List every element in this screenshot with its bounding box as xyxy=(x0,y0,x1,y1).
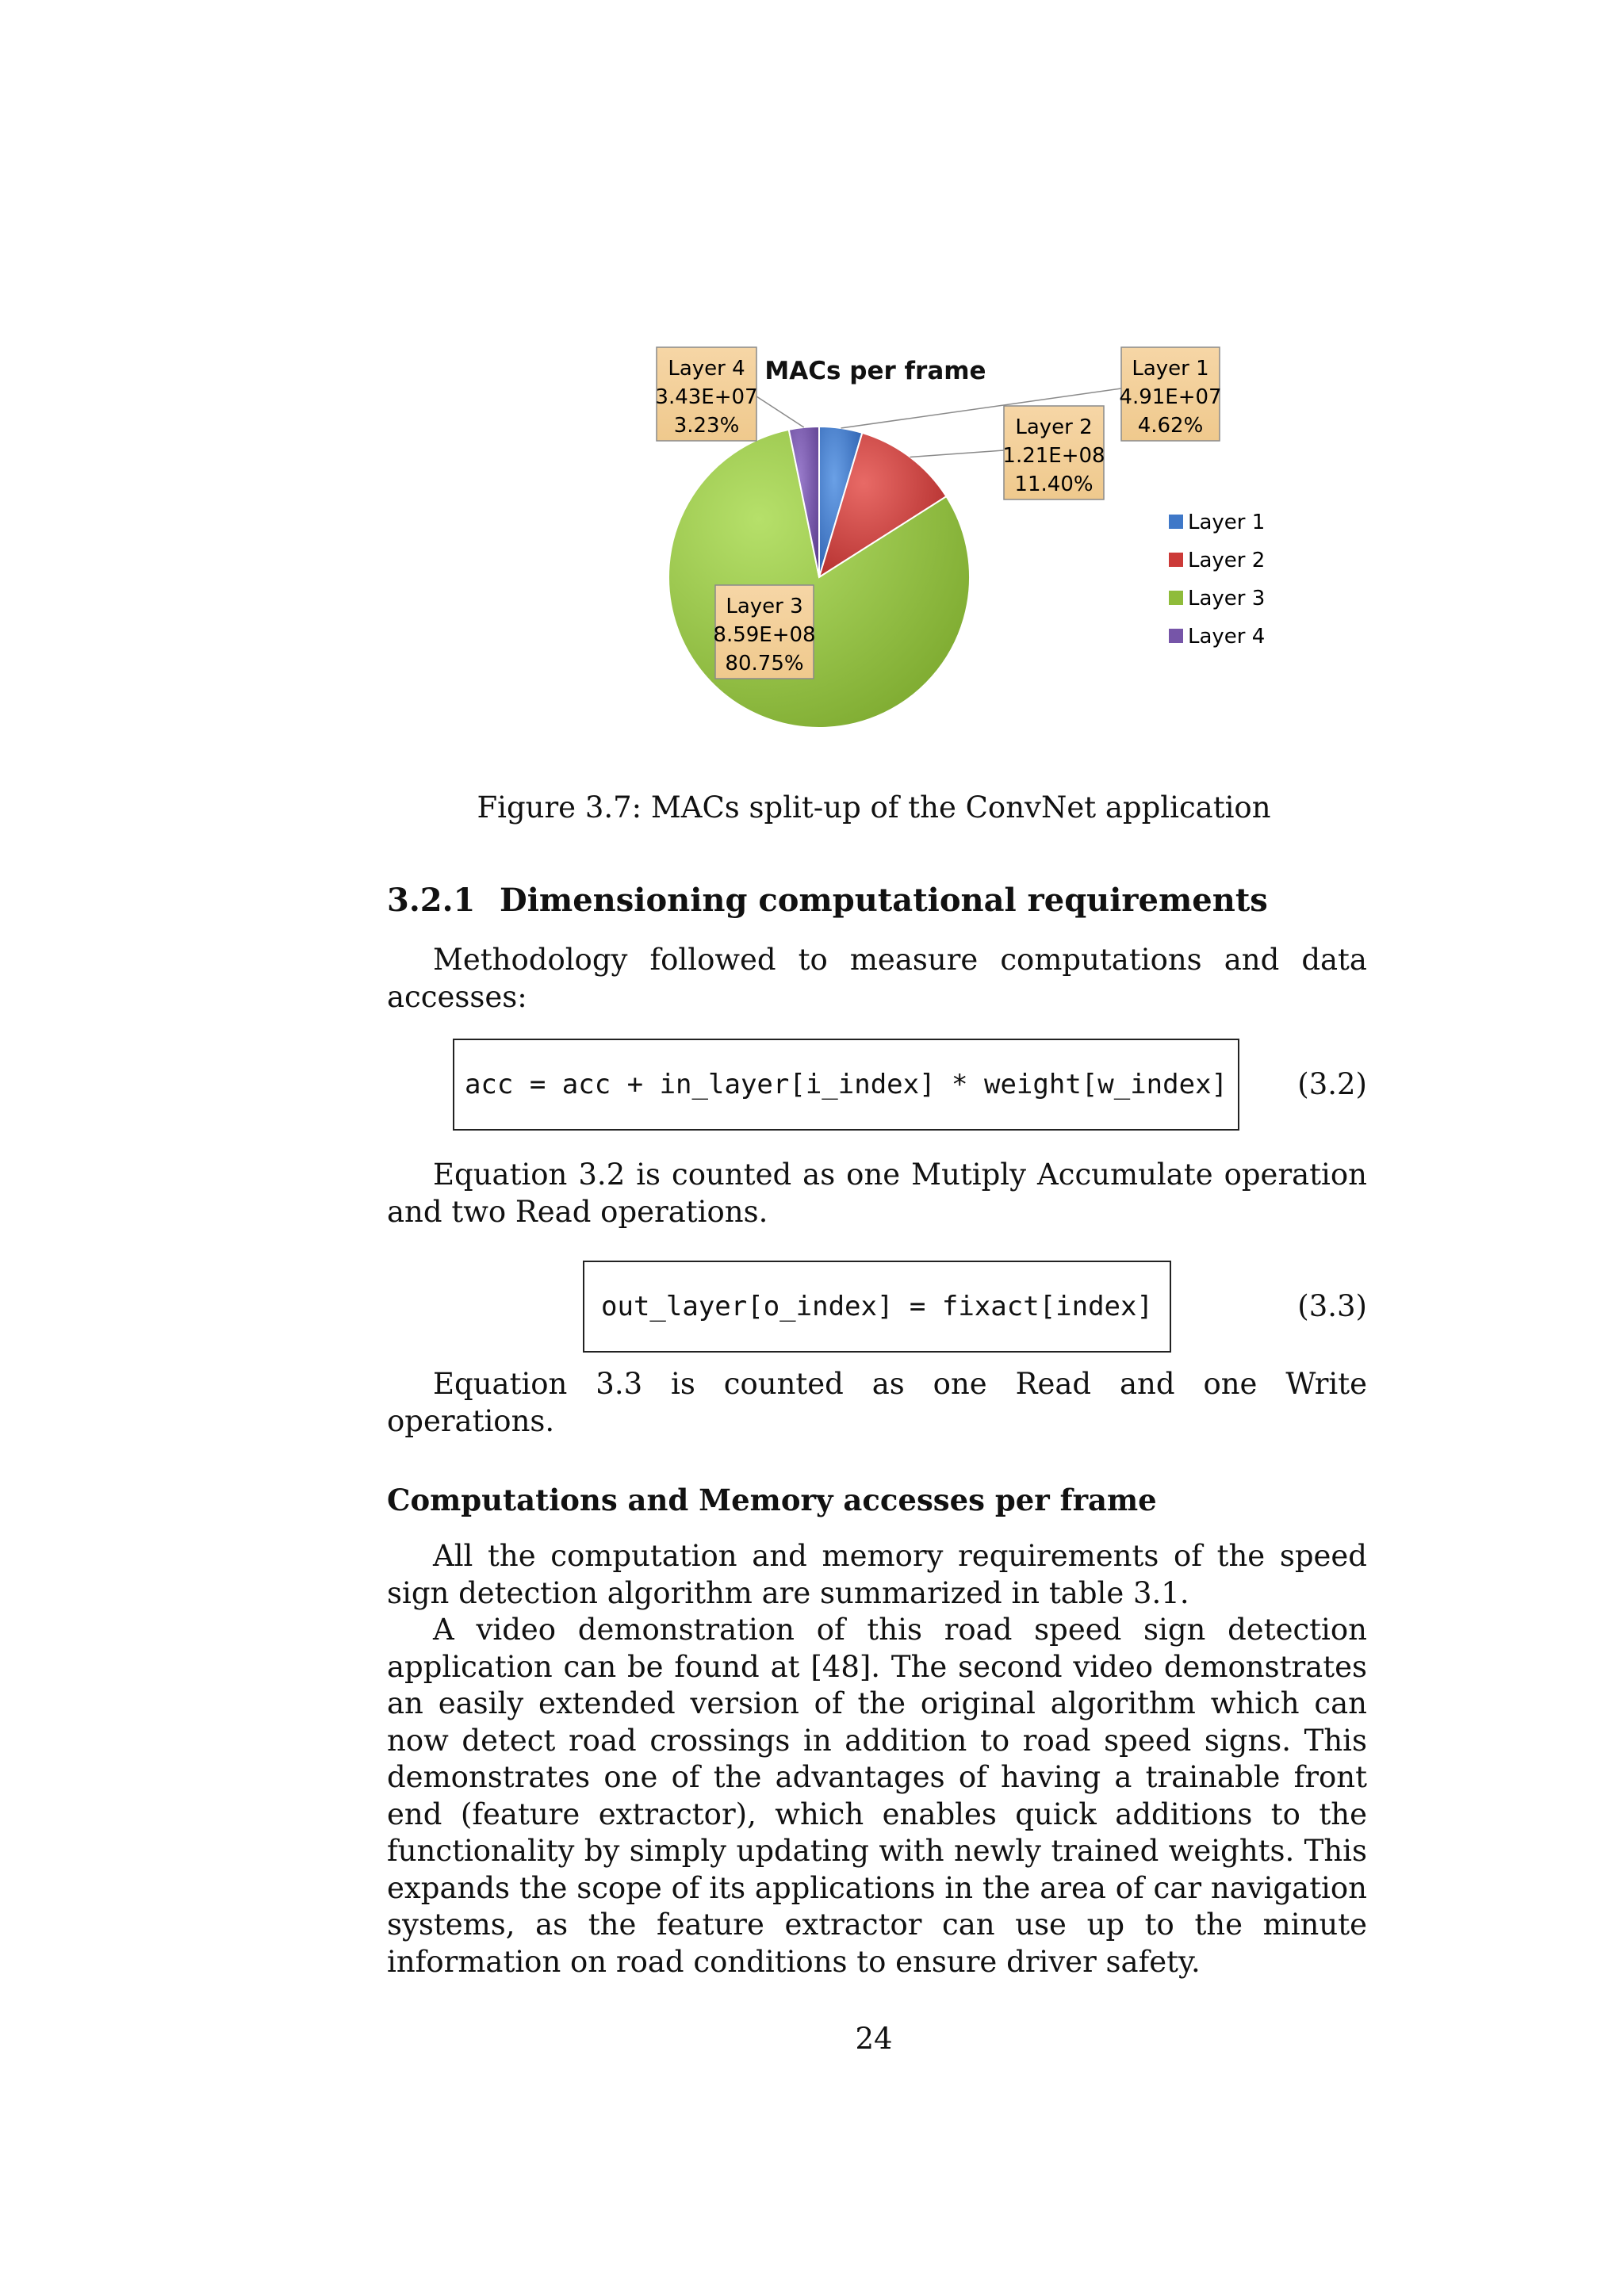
legend-label-layer-1: Layer 1 xyxy=(1188,511,1266,534)
equation-3-2-box: acc = acc + in_layer[i_index] * weight[w_index] xyxy=(453,1039,1239,1131)
legend-item-layer-2 xyxy=(1169,549,1265,572)
equation-3-3-description: Equation 3.3 is counted as one Read and one Write operations. xyxy=(387,1367,1367,1438)
section-heading xyxy=(387,882,1268,919)
data-label-layer-4-name: Layer 4 xyxy=(668,357,745,381)
legend-label-layer-4: Layer 4 xyxy=(1188,625,1266,649)
chart-legend xyxy=(1169,511,1265,649)
legend-swatch-layer-1 xyxy=(1169,515,1183,529)
data-label-layer-1-name: Layer 1 xyxy=(1132,357,1209,381)
equation-3-3-number: (3.3) xyxy=(1297,1289,1367,1323)
legend-item-layer-4 xyxy=(1169,625,1265,649)
data-label-layer-4 xyxy=(655,347,757,441)
data-label-layer-1-percent: 4.62% xyxy=(1137,414,1204,438)
legend-label-layer-3: Layer 3 xyxy=(1188,587,1266,610)
data-label-layer-4-percent: 3.23% xyxy=(673,414,740,438)
section-number: 3.2.1 xyxy=(387,882,476,919)
legend-swatch-layer-3 xyxy=(1169,591,1183,605)
chart-title: MACs per frame xyxy=(764,357,986,385)
subsection-heading: Computations and Memory accesses per frame xyxy=(387,1483,1157,1517)
legend-label-layer-2: Layer 2 xyxy=(1188,549,1266,572)
page-number: 24 xyxy=(855,2022,893,2056)
legend-swatch-layer-4 xyxy=(1169,629,1183,643)
section-title: Dimensioning computational requirements xyxy=(500,882,1268,919)
leader-line-layer-2 xyxy=(910,450,1004,457)
data-label-layer-2-percent: 11.40% xyxy=(1014,473,1094,496)
subsection-paragraph-2: A video demonstration of this road speed sign detection application can be found at [48]. The second video demonstrates an easily extended version of the original algorithm which can now detect road crossings in addition to road speed signs. This demonstrates one of the advantages of having a trainable front end (feature extractor), which enables quick additions to the functionality by simply updating with newly trained weights. This expands the scope of its applications in the area of car navigation systems, as the feature extractor can use up to the minute information on road conditions to ensure driver safety. xyxy=(387,1613,1367,1979)
macs-pie-chart xyxy=(650,333,1285,745)
subsection-paragraph-1: All the computation and memory requirements of the speed sign detection algorithm are summarized in table 3.1. xyxy=(387,1539,1367,1610)
data-label-layer-3-value: 8.59E+08 xyxy=(713,623,816,647)
legend-swatch-layer-2 xyxy=(1169,553,1183,567)
figure-caption: Figure 3.7: MACs split-up of the ConvNet application xyxy=(477,790,1271,825)
data-label-layer-1 xyxy=(1119,347,1221,441)
data-label-layer-2 xyxy=(1002,406,1105,499)
equation-3-3-box: out_layer[o_index] = fixact[index] xyxy=(583,1261,1171,1353)
data-label-layer-2-name: Layer 2 xyxy=(1015,415,1093,439)
data-label-layer-3 xyxy=(713,585,815,679)
data-label-layer-4-value: 3.43E+07 xyxy=(655,385,758,409)
data-label-layer-3-name: Layer 3 xyxy=(726,595,803,618)
leader-line-layer-4 xyxy=(756,396,804,427)
section-intro: Methodology followed to measure computations and data accesses: xyxy=(387,943,1367,1014)
legend-item-layer-1 xyxy=(1169,511,1265,534)
equation-3-2-number: (3.2) xyxy=(1297,1067,1367,1101)
data-label-layer-2-value: 1.21E+08 xyxy=(1002,444,1105,468)
legend-item-layer-3 xyxy=(1169,587,1265,610)
data-label-layer-1-value: 4.91E+07 xyxy=(1119,385,1222,409)
equation-3-2-description: Equation 3.2 is counted as one Mutiply Accumulate operation and two Read operations. xyxy=(387,1158,1367,1229)
data-label-layer-3-percent: 80.75% xyxy=(725,652,804,675)
